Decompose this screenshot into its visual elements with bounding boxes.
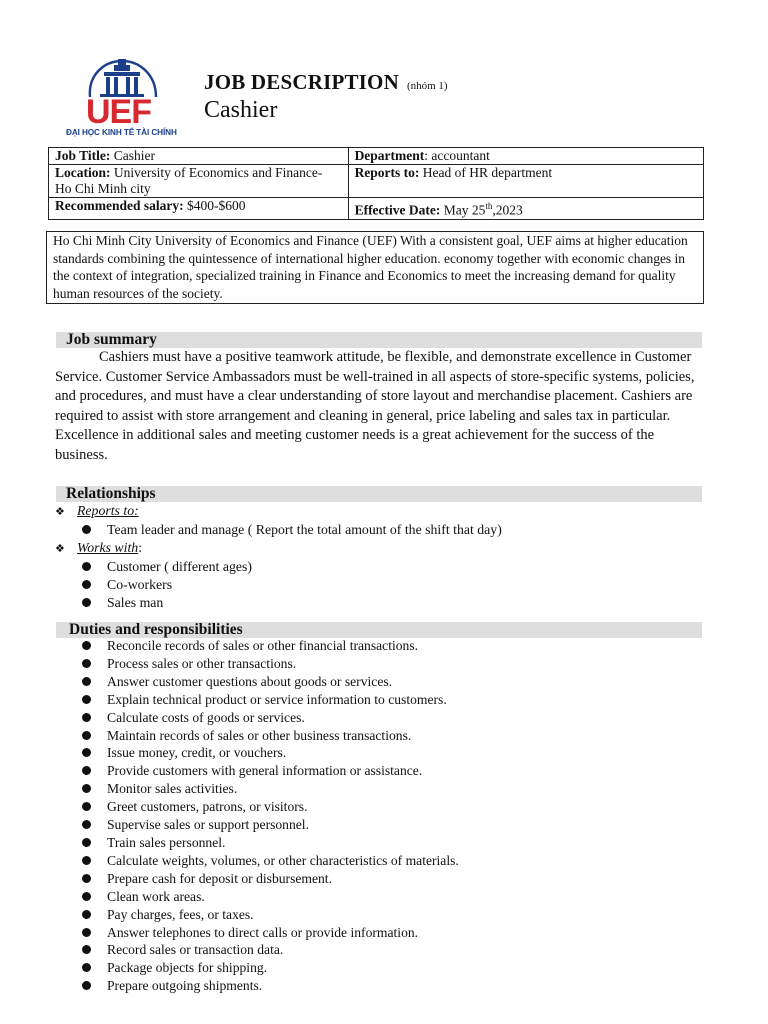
bullet-dot-icon — [82, 820, 91, 829]
list-item — [55, 816, 459, 834]
job-summary-text — [55, 348, 705, 465]
bullet-dot-icon — [82, 802, 91, 811]
list-item — [55, 594, 502, 612]
job-title-cell — [49, 148, 349, 165]
list-item — [55, 888, 459, 906]
diamond-bullet-icon: ❖ — [55, 505, 65, 518]
bullet-dot-icon — [82, 784, 91, 793]
bullet-dot-icon — [82, 838, 91, 847]
relationship-items — [55, 521, 502, 539]
bullet-dot-icon — [82, 856, 91, 865]
bullet-dot-icon — [82, 562, 91, 571]
list-item — [55, 906, 459, 924]
bullet-dot-icon — [82, 695, 91, 704]
list-item-text: Clean work areas. — [107, 888, 205, 904]
list-item-text: Provide customers with general information or assistance. — [107, 763, 423, 779]
list-item — [55, 727, 459, 745]
bullet-dot-icon — [82, 981, 91, 990]
list-item — [55, 798, 459, 816]
reports-to-value: Head of HR department — [419, 165, 553, 180]
list-item-text: Pay charges, fees, or taxes. — [107, 906, 254, 922]
list-item-text: Answer telephones to direct calls or provide information. — [107, 924, 419, 940]
list-item-text: Supervise sales or support personnel. — [107, 817, 309, 833]
job-info-table — [48, 147, 704, 220]
list-item — [55, 924, 459, 942]
list-item — [55, 655, 459, 673]
job-summary-heading: Job summary — [56, 332, 702, 348]
list-item-text: Explain technical product or service information to customers. — [107, 691, 447, 707]
duties-heading: Duties and responsibilities — [56, 622, 702, 638]
list-item-text: Prepare cash for deposit or disbursement. — [107, 870, 332, 886]
bullet-dot-icon — [82, 910, 91, 919]
document-subtitle: Cashier — [204, 97, 278, 123]
relationship-group-label — [55, 539, 502, 558]
list-item-text: Co-workers — [107, 577, 173, 592]
list-item-text: Process sales or other transactions. — [107, 655, 297, 671]
bullet-dot-icon — [82, 963, 91, 972]
document-title-row — [204, 70, 448, 95]
table-row — [49, 148, 704, 165]
list-item-text: Calculate weights, volumes, or other characteristics of materials. — [107, 852, 459, 868]
bullet-dot-icon — [82, 928, 91, 937]
logo-subtitle: ĐẠI HỌC KINH TẾ TÀI CHÍNH — [66, 128, 177, 137]
document-title: JOB DESCRIPTION — [204, 70, 399, 94]
list-item — [55, 558, 502, 576]
duties-container — [55, 637, 459, 995]
bullet-dot-icon — [82, 641, 91, 650]
list-item — [55, 744, 459, 762]
department-value: : accountant — [424, 148, 490, 163]
list-item — [55, 870, 459, 888]
bullet-dot-icon — [82, 598, 91, 607]
list-item-text: Reconcile records of sales or other financial transactions. — [107, 638, 419, 653]
list-item-text: Answer customer questions about goods or services. — [107, 673, 393, 689]
bullet-dot-icon — [82, 677, 91, 686]
list-item — [55, 709, 459, 727]
relationship-label-suffix: : — [138, 540, 143, 555]
effective-date-year: ,2023 — [492, 202, 523, 218]
list-item-text: Customer ( different ages) — [107, 559, 252, 574]
list-item — [55, 576, 502, 594]
effective-date-sup: th — [485, 201, 493, 211]
list-item-text: Maintain records of sales or other business transactions. — [107, 727, 412, 743]
list-item — [55, 834, 459, 852]
bullet-dot-icon — [82, 525, 91, 534]
bullet-dot-icon — [82, 580, 91, 589]
salary-value: $400-$600 — [183, 198, 246, 213]
reports-to-label: Reports to: — [354, 165, 420, 180]
list-item — [55, 852, 459, 870]
location-label: Location: — [55, 165, 111, 180]
list-item-text: Calculate costs of goods or services. — [107, 709, 305, 725]
effective-date-value: May 25 — [440, 202, 486, 218]
location-value: University of Economics and Finance- Ho Chi Minh city — [55, 165, 323, 196]
bullet-dot-icon — [82, 713, 91, 722]
diamond-bullet-icon: ❖ — [55, 542, 65, 555]
list-item — [55, 941, 459, 959]
bullet-dot-icon — [82, 945, 91, 954]
job-summary-body: Cashiers must have a positive teamwork attitude, be flexible, and demonstrate excellence in Customer Service. Customer Service Ambassadors must be well-trained in all aspects of store-specific systems, policies, and procedures, and must have a clear understanding of store layout and merchandise placement. Cashiers are required to assist with store arrangement and cleaning in general, price labeling and sales tax in particular. Excellence in additional sales and meeting customer needs is a great achievement for the success of the business. — [55, 349, 695, 463]
list-item-text: Train sales personnel. — [107, 834, 226, 850]
list-item-text: Record sales or transaction data. — [107, 942, 284, 958]
bullet-dot-icon — [82, 874, 91, 883]
intro-paragraph: Ho Chi Minh City University of Economics and Finance (UEF) With a consistent goal, UEF aims at higher education standards combining the quintessence of international higher education. economy together with economic changes in the context of integration, specialized training in Finance and Economics to meet the increasing demand for quality human resources of the society. — [46, 231, 704, 304]
list-item-text: Team leader and manage ( Report the total amount of the shift that day) — [107, 522, 502, 537]
document-title-note: (nhóm 1) — [406, 80, 448, 92]
job-title-label: Job Title: — [55, 148, 111, 163]
table-row — [49, 165, 704, 198]
list-item-text: Issue money, credit, or vouchers. — [107, 745, 287, 761]
list-item — [55, 637, 459, 655]
list-item — [55, 691, 459, 709]
relationship-label: Works with — [77, 540, 139, 555]
list-item-text: Prepare outgoing shipments. — [107, 978, 263, 994]
list-item-text: Monitor sales activities. — [107, 781, 238, 797]
list-item — [55, 521, 502, 539]
department-label: Department — [354, 148, 425, 163]
list-item — [55, 673, 459, 691]
list-item — [55, 780, 459, 798]
bullet-dot-icon — [82, 659, 91, 668]
bullet-dot-icon — [82, 748, 91, 757]
list-item — [55, 959, 459, 977]
list-item-text: Package objects for shipping. — [107, 960, 268, 976]
salary-label: Recommended salary: — [55, 198, 184, 213]
reports-to-cell — [348, 165, 703, 198]
relationships-heading: Relationships — [56, 486, 702, 502]
list-item — [55, 762, 459, 780]
uef-logo — [64, 57, 194, 139]
bullet-dot-icon — [82, 731, 91, 740]
relationship-items — [55, 558, 502, 612]
relationship-label: Reports to: — [77, 503, 139, 518]
bullet-dot-icon — [82, 766, 91, 775]
svg-text:UEF: UEF — [86, 93, 151, 131]
effective-date-cell — [348, 198, 703, 220]
job-title-value: Cashier — [110, 148, 156, 163]
department-cell — [348, 148, 703, 165]
salary-cell — [49, 198, 349, 220]
list-item — [55, 977, 459, 995]
list-item-text: Sales man — [107, 595, 164, 610]
bullet-dot-icon — [82, 892, 91, 901]
duties-list — [55, 637, 459, 995]
relationships-list — [55, 502, 502, 612]
location-cell — [49, 165, 349, 198]
effective-date-label: Effective Date: — [354, 202, 441, 218]
list-item-text: Greet customers, patrons, or visitors. — [107, 799, 308, 815]
table-row — [49, 198, 704, 220]
relationship-group-label — [55, 502, 502, 521]
